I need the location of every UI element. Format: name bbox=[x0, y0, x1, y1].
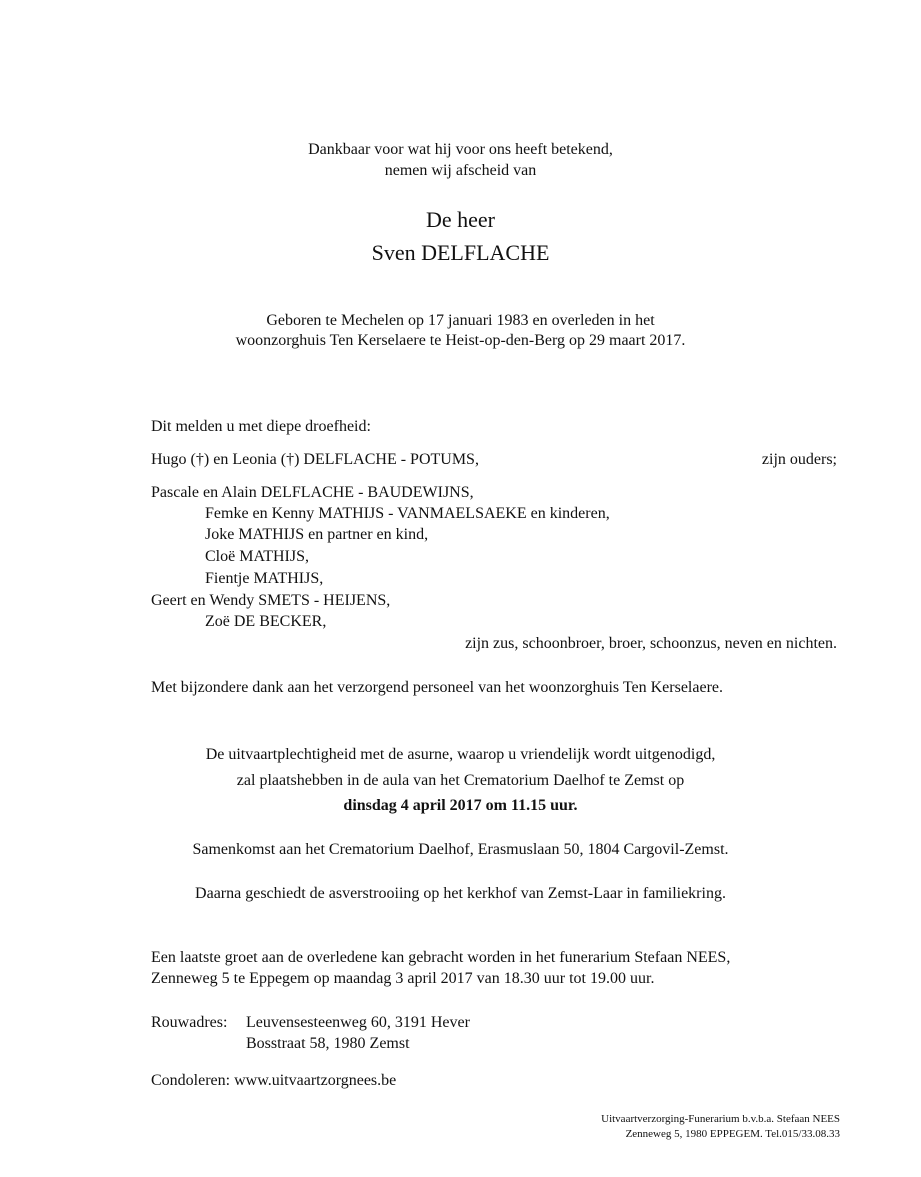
visitation-line-1: Een laatste groet aan de overledene kan gebracht worden in het funerarium Stefaan NEES, bbox=[151, 949, 731, 966]
mourning-address-label: Rouwadres: bbox=[151, 1014, 228, 1031]
deceased-title: De heer bbox=[425, 207, 495, 232]
intro-line-1: Dankbaar voor wat hij voor ons heeft betekend, bbox=[308, 141, 613, 158]
birth-death-line-2: woonzorghuis Ten Kerselaere te Heist-op-den-Berg op 29 maart 2017. bbox=[235, 332, 686, 349]
scattering-info: Daarna geschiedt de asverstrooiing op het kerkhof van Zemst-Laar in familiekring. bbox=[195, 885, 726, 902]
family-line: Zoë DE BECKER, bbox=[205, 613, 327, 630]
family-relation: zijn zus, schoonbroer, broer, schoonzus, neven en nichten. bbox=[465, 635, 837, 652]
mourning-address-1: Leuvensesteenweg 60, 3191 Hever bbox=[246, 1014, 470, 1031]
deceased-name: Sven DELFLACHE bbox=[371, 240, 550, 265]
mourning-address-2: Bosstraat 58, 1980 Zemst bbox=[246, 1035, 410, 1052]
ceremony-line-1: De uitvaartplechtigheid met de asurne, waarop u vriendelijk wordt uitgenodigd, bbox=[205, 746, 716, 763]
intro-line-2: nemen wij afscheid van bbox=[384, 162, 537, 179]
condolences-link: Condoleren: www.uitvaartzorgnees.be bbox=[151, 1072, 397, 1089]
thanks-note: Met bijzondere dank aan het verzorgend personeel van het woonzorghuis Ten Kerselaere. bbox=[151, 679, 723, 696]
visitation-line-2: Zenneweg 5 te Eppegem op maandag 3 april 2017 van 18.30 uur tot 19.00 uur. bbox=[151, 970, 655, 987]
family-line: Pascale en Alain DELFLACHE - BAUDEWIJNS, bbox=[151, 484, 474, 501]
family-line: Fientje MATHIJS, bbox=[205, 570, 324, 587]
family-line: Joke MATHIJS en partner en kind, bbox=[205, 526, 429, 543]
family-line: Cloë MATHIJS, bbox=[205, 548, 310, 565]
birth-death-line-1: Geboren te Mechelen op 17 januari 1983 en overleden in het bbox=[266, 312, 655, 329]
family-line: Geert en Wendy SMETS - HEIJENS, bbox=[151, 592, 391, 609]
family-line: Femke en Kenny MATHIJS - VANMAELSAEKE en kinderen, bbox=[205, 505, 610, 522]
ceremony-line-2: zal plaatshebben in de aula van het Crematorium Daelhof te Zemst op bbox=[236, 772, 685, 789]
parents-relation: zijn ouders; bbox=[761, 451, 837, 468]
ceremony-datetime: dinsdag 4 april 2017 om 11.15 uur. bbox=[343, 797, 578, 814]
funeral-home-address: Zenneweg 5, 1980 EPPEGEM. Tel.015/33.08.33 bbox=[625, 1128, 840, 1140]
funeral-home-name: Uitvaartverzorging-Funerarium b.v.b.a. Stefaan NEES bbox=[601, 1113, 840, 1125]
gathering-info: Samenkomst aan het Crematorium Daelhof, Erasmuslaan 50, 1804 Cargovil-Zemst. bbox=[192, 841, 729, 858]
announcement: Dit melden u met diepe droefheid: bbox=[151, 418, 371, 435]
parents-names: Hugo (†) en Leonia (†) DELFLACHE - POTUMS, bbox=[151, 451, 479, 468]
